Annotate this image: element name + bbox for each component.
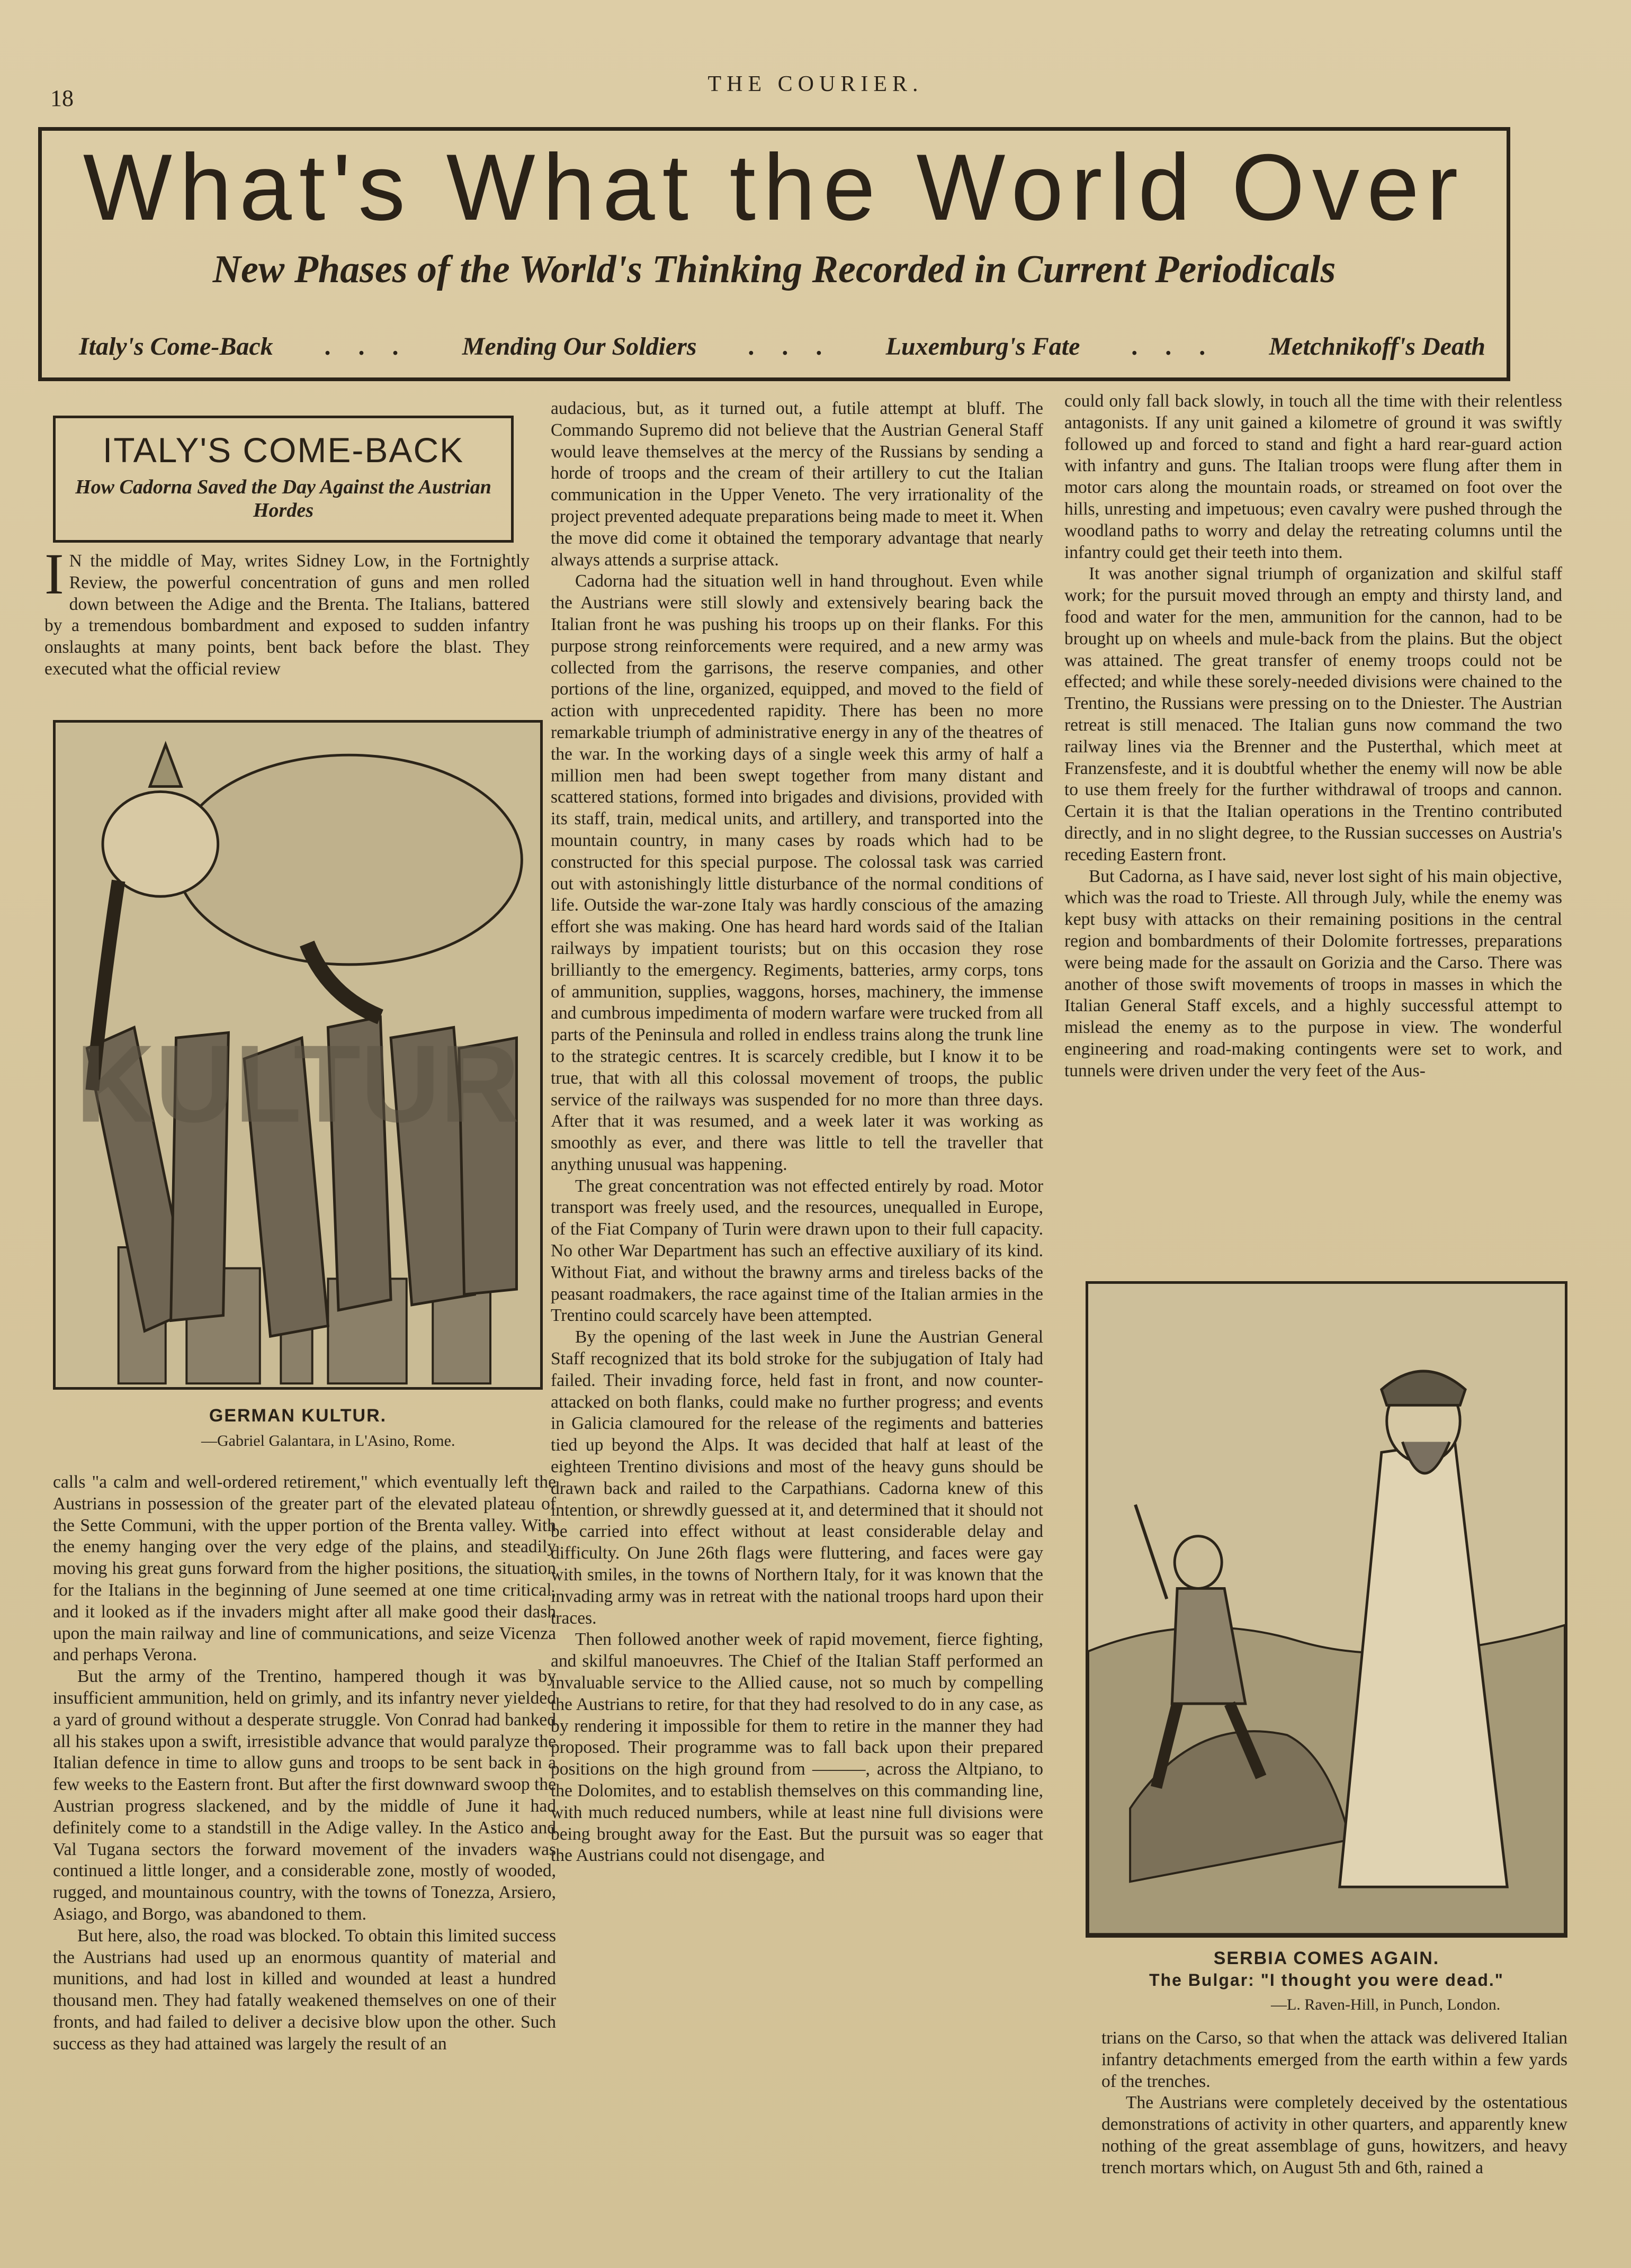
paragraph: trians on the Carso, so that when the attack was delivered Italian infantry detachments emerged from the earth within a few yards of the trenches. <box>1101 2028 1567 2091</box>
cartoon-caption-left: GERMAN KULTUR. <box>209 1406 387 1426</box>
paragraph: Then followed another week of rapid movement, fierce fighting, and skilful manoeuvres. The Chief of the Italian Staff performed an invaluable service to the Allied cause, not so much by compelling the Austrians to retire, for that they had resolved to do in any case, as by rendering it impossible for them to retire in the manner they had proposed. Their programme was to fall back upon their prepared positions on the high ground from ———, across the Altpiano, to the Dolomites, and to establish themselves on this commanding line, with much reduced numbers, while at least nine full divisions were being brought away for the East. But the pursuit was so eager that the Austrians could not disengage, and <box>551 1630 1043 1866</box>
masthead-subtitle: New Phases of the World's Thinking Recorded in Current Periodicals <box>212 248 1336 291</box>
paragraph: Cadorna had the situation well in hand throughout. Even while the Austrians were still slowly and extensively bearing back the Italian front he was pushing his troops up on their flanks. For this purpose strong reinforcements were required, and a new army was collected from the garrisons, the reserve companies, and other portions of the line, organized, equipped, and moved to the field of action with unprecedented rapidity. There has been no more remarkable triumph of administrative energy in any of the theatres of the war. In the working days of a single week this army of half a million men had been swept together from many distant and scattered stations, formed into brigades and divisions, provided with its staff, train, medical units, and artillery, and transported into the mountain country, in many cases by roads which had to be constructed for this special purpose. The colossal task was carried out with astonishingly little disturbance of the normal conditions of life. Outside the war-zone Italy was hardly conscious of the amazing effort she was making. One has heard hard words said of the Italian railways by impatient tourists; but on this occasion they rose brilliantly to the emergency. Regiments, batteries, army corps, tons of ammunition, supplies, waggons, horses, machinery, the immense and cumbrous impedimenta of modern warfare were trucked from all parts of the Peninsula and rolled in endless trains along the trunk line to the strategic centres. It is scarcely credible, but I know it to be true, that with all this colossal movement of troops, the public service of the railways was suspended for no more than three days. After that it was resumed, and a week later it was working as smoothly as ever, and there was little to tell the traveller that anything unusual was happening. <box>551 571 1043 1174</box>
topic-separator: . . . <box>1132 332 1217 361</box>
paragraph: But Cadorna, as I have said, never lost sight of his main objective, which was the road to Trieste. All through July, while the enemy was kept busy with attacks on their remaining positions in the central region and bombardments of their Dolomite fortresses, preparations were being made for the assault on Gorizia and the Carso. There was another of those swift movements of troops in masses in which the Italian General Staff excels, and a highly successful attempt to mislead the enemy as to the purpose in view. The wonderful engineering and road-making contingents were set to work, and tunnels were driven under the very feet of the Aus- <box>1064 866 1562 1081</box>
column-1-top <box>44 542 530 680</box>
cartoon-credit-left: —Gabriel Galantara, in L'Asino, Rome. <box>201 1432 455 1450</box>
topic-italys-come-back: Italy's Come-Back <box>79 332 273 361</box>
cartoon-quote-right: The Bulgar: "I thought you were dead." <box>1149 1970 1504 1990</box>
masthead-topics <box>79 332 1485 361</box>
paragraph <box>44 542 530 680</box>
running-head: THE COURIER. <box>707 72 924 96</box>
paragraph: could only fall back slowly, in touch all the time with their relentless antagonists. If any unit gained a kilometre of ground it was swiftly followed up and forced to stand and fight a hard rear-guard action with infantry and guns. The Italian troops were flung after them in motor cars along the mountain roads, or streamed on foot over the hills, unresting and impetuous; even cavalry were pushed through the woodland paths to worry and delay the retreating columns until the infantry could get their teeth into them. <box>1064 391 1562 562</box>
topic-luxemburgs-fate: Luxemburg's Fate <box>885 332 1080 361</box>
paragraph: The Austrians were completely deceived by the ostentatious demonstrations of activity in other quarters, and apparently knew nothing of the great assemblage of guns, howitzers, and heavy trench mortars which, on August 5th and 6th, rained a <box>1101 2093 1567 2177</box>
serbia-illustration <box>1088 1284 1565 1935</box>
column-2 <box>551 398 1043 1867</box>
paragraph: But here, also, the road was blocked. To obtain this limited success the Austrians had used up an enormous quantity of material and munitions, and had lost in killed and wounded at least a hundred thousand men. They had fatally weakened themselves on one of their fronts, and had failed to deliver a decisive blow upon the other. Such success as they had attained was largely the result of an <box>53 1925 556 2054</box>
paragraph: The great concentration was not effected entirely by road. Motor transport was freely used, and the resources, unequalled in Europe, of the Fiat Company of Turin were drawn upon to their full capacity. No other War Department has such an effective auxiliary of its kind. Without Fiat, and without the brawny arms and tireless backs of the peasant roadmakers, the race against time of the Italian armies in the Trentino could scarcely have been attempted. <box>551 1176 1043 1326</box>
topic-metchnikoffs-death: Metchnikoff's Death <box>1269 332 1485 361</box>
kultur-lettering: KULTUR <box>75 1022 520 1146</box>
cartoon-credit-right: —L. Raven-Hill, in Punch, London. <box>1271 1996 1501 2013</box>
paragraph: It was another signal triumph of organization and skilful staff work; for the pursuit moved through an empty and thirsty land, and food and water for the men, ammunition for the cannon, had to be brought up on wheels and mule-back from the plains. But the object was attained. The great transfer of enemy troops could not be effected; and while these sorely-needed divisions were chained to the Trentino, the Russians were pressing on to the Dniester. The Austrian retreat is still menaced. The Italian guns now command the two railway lines via the Brenner and the Pusterthal, which meet at Franzensfeste, and it is doubtful whether the enemy will now be able to use them freely for the further withdrawal of troops and cannon. Certain it is that the Italian operations in the Trentino contributed directly, and in no slight degree, to the Russian successes on Austria's receding Eastern front. <box>1064 564 1562 865</box>
masthead-title: What's What the World Over <box>83 134 1466 240</box>
masthead <box>38 127 1510 381</box>
topic-mending-our-soldiers: Mending Our Soldiers <box>462 332 697 361</box>
cartoon-caption-right: SERBIA COMES AGAIN. <box>1213 1948 1440 1968</box>
drop-cap: I <box>44 542 64 606</box>
article-subtitle: How Cadorna Saved the Day Against the Austrian Hordes <box>75 476 491 521</box>
paragraph: But the army of the Trentino, hampered though it was by insufficient ammunition, held on grimly, and its infantry never yielded a yard of ground without a desperate struggle. Von Conrad had banked all his stakes upon a swift, irresistible advance that would paralyze the Italian defence in time to allow guns and troops to be sent back in a few weeks to the Eastern front. But after the first downward swoop the Austrian progress slackened, and by the middle of June it had definitely come to a standstill in the Adige valley. In the Astico and Val Tugana sectors the forward movement of the invaders was continued a little longer, and a considerable zone, mostly of wooded, rugged, and mountainous country, with the towns of Tonezza, Arsiero, Asiago, and Borgo, was abandoned to them. <box>53 1667 556 1924</box>
article-heading-box <box>53 416 514 543</box>
column-3-top <box>1064 391 1562 1082</box>
paragraph: calls "a calm and well-ordered retirement," which eventually left the Austrians in possession of the greater part of the elevated plateau of the Sette Communi, with the upper portion of the Brenta valley. With the enemy hanging over the very edge of the plains, and steadily moving his great guns forward from the higher positions, the situation for the Italians in the beginning of June seemed at one time critical, and it looked as if the invaders might after all make good their dash upon the main railway and line of communications, and seize Vicenza and perhaps Verona. <box>53 1472 556 1665</box>
column-3-bottom <box>1101 2028 1567 2179</box>
page-number: 18 <box>50 85 74 111</box>
serbia-comes-again-cartoon <box>1086 1281 1567 1938</box>
german-kultur-cartoon <box>53 720 543 1390</box>
paragraph-text: N the middle of May, writes Sidney Low, in the Fortnightly Review, the powerful concentration of guns and men rolled down between the Adige and the Brenta. The Italians, battered by a tremendous bombardment and exposed to sudden infantry onslaughts at many points, bent back before the blast. They executed what the official review <box>44 551 530 679</box>
article-title: ITALY'S COME-BACK <box>102 430 464 470</box>
column-1-bottom <box>53 1472 556 2055</box>
paragraph: By the opening of the last week in June the Austrian General Staff recognized that its bold stroke for the subjugation of Italy had failed. Their invading force, held fast in front, and now counter-attacked on both flanks, could make no further progress; and events in Galicia clamoured for the release of the regiments and batteries tied up beyond the Alps. It was decided that half at least of the eighteen Trentino divisions and most of the heavy guns should be drawn back and railed to the Carpathians. Cadorna knew of this intention, or shrewdly guessed at it, and determined that it should not be carried into effect without at least considerable delay and difficulty. On June 26th flags were fluttering, and faces were gay with smiles, in the towns of Northern Italy, for it was known that the invading army was in retreat with the national troops hard upon their traces. <box>551 1327 1043 1628</box>
topic-separator: . . . <box>749 332 834 361</box>
topic-separator: . . . <box>325 332 410 361</box>
paragraph: audacious, but, as it turned out, a futile attempt at bluff. The Commando Supremo did not believe that the Austrian General Staff would leave themselves at the mercy of the Russians by sending a horde of troops and the cream of their artillery to cut the Italian communication in the Upper Veneto. The very irrationality of the project prevented adequate preparations being made to meet it. When the move did come it obtained the temporary advantage that nearly always attends a surprise attack. <box>551 399 1043 570</box>
kultur-illustration <box>56 723 540 1387</box>
